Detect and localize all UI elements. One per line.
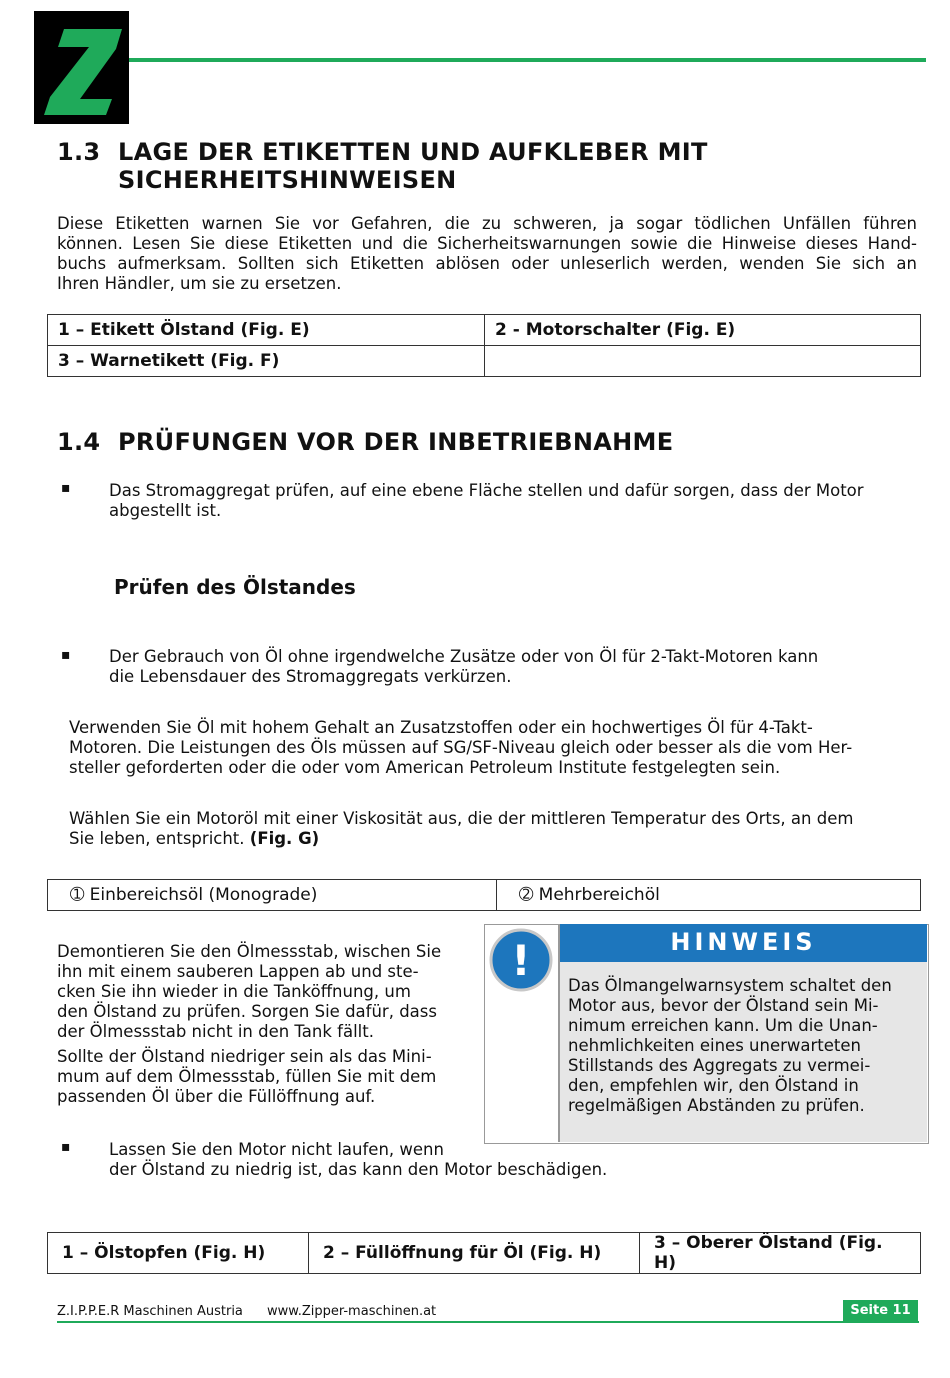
bullet-text [109,481,919,521]
table-cell: 2 – Füllöffnung für Öl (Fig. H) [309,1233,640,1274]
table-cell: 3 – Oberer Ölstand (Fig. H) [640,1233,921,1274]
paragraph-line: ihn mit einem sauberen Lappen ab und ste- [57,962,419,981]
section-1-3-heading [57,138,927,198]
table-cell [485,346,921,377]
paragraph-line: den Ölstand zu prüfen. Sorgen Sie dafür, dass [57,1002,437,1021]
hint-line: nehmlichkeiten eines unerwarteten [568,1036,861,1055]
paragraph-line: Motoren. Die Leistungen des Öls müssen auf SG/SF-Niveau gleich oder besser als die vom Her- [69,738,853,757]
table-cell: 1 – Ölstopfen (Fig. H) [48,1233,309,1274]
table-cell: ➁ Mehrbereichöl [497,880,921,911]
table-row [48,880,921,911]
oil-type-table [47,879,921,911]
paragraph-line [69,829,919,849]
footer-website: www.Zipper-maschinen.at [267,1304,437,1319]
paragraph-line: Demontieren Sie den Ölmessstab, wischen Sie [57,942,442,961]
paragraph-line: der Ölmessstab nicht in den Tank fällt. [57,1022,374,1041]
paragraph-line: Verwenden Sie Öl mit hohem Gehalt an Zusatzstoffen oder ein hochwertiges Öl für 4-Takt- [69,718,813,737]
paragraph-line: Das Stromaggregat prüfen, auf eine ebene Fläche stellen und dafür sorgen, dass der Motor [109,481,864,500]
exclamation-glyph: ! [511,936,531,985]
zipper-logo-icon [34,11,129,124]
table-cell: ➀ Einbereichsöl (Monograde) [48,880,497,911]
page-number: Seite 11 [843,1300,918,1322]
hint-text [568,976,918,1116]
refill-paragraph [57,1047,477,1107]
paragraph-line: der Ölstand zu niedrig ist, das kann den Motor beschädigen. [109,1160,608,1179]
paragraph-line: cken Sie ihn wieder in die Tanköffnung, um [57,982,411,1001]
paragraph-line: steller geforderten oder die oder vom American Petroleum Institute festgelegten sein. [69,758,781,777]
paragraph-line: können. Lesen Sie diese Etiketten und die Sicherheitswarnungen sowie die Hinweise dieses Hand- [57,234,917,253]
hint-line: Motor aus, bevor der Ölstand sein Mi- [568,996,879,1015]
paragraph-line: Diese Etiketten warnen Sie vor Gefahren, die zu schweren, ja sogar tödlichen Unfällen führen [57,214,917,233]
hint-line: den, empfehlen wir, den Ölstand in [568,1076,859,1095]
bullet-icon: ▪ [61,480,71,496]
hint-line: Stillstands des Aggregats zu vermei- [568,1056,871,1075]
footer-company: Z.I.P.P.E.R Maschinen Austria [57,1304,243,1319]
paragraph-line: Lassen Sie den Motor nicht laufen, wenn [109,1140,444,1159]
company-logo [34,11,129,124]
viscosity-paragraph [69,809,919,849]
paragraph-line: abgestellt ist. [109,501,222,520]
table-cell: 1 – Etikett Ölstand (Fig. E) [48,315,485,346]
labels-table [47,314,921,377]
table-cell: 3 – Warnetikett (Fig. F) [48,346,485,377]
paragraph-line: Der Gebrauch von Öl ohne irgendwelche Zusätze oder von Öl für 2-Takt-Motoren kann [109,647,819,666]
section-title [118,138,708,194]
paragraph-line: Wählen Sie ein Motoröl mit einer Viskosität aus, die der mittleren Temperatur des Orts, an dem [69,809,854,828]
table-cell: 2 - Motorschalter (Fig. E) [485,315,921,346]
paragraph-line: buchs aufmerksam. Sollten sich Etiketten ablösen oder unleserlich werden, wenden Sie sich an [57,254,917,273]
section-number: 1.3 [57,138,101,166]
table-row [48,315,921,346]
hint-line: nimum erreichen kann. Um die Unan- [568,1016,878,1035]
table-row [48,1233,921,1274]
title-line: SICHERHEITSHINWEISEN [118,166,457,194]
hint-title: HINWEIS [670,928,817,956]
paragraph-text: Sie leben, entspricht. [69,829,245,848]
dipstick-paragraph [57,942,477,1042]
title-line: LAGE DER ETIKETTEN UND AUFKLEBER MIT [118,138,708,166]
figure-reference: (Fig. G) [249,829,320,848]
parts-table [47,1232,921,1274]
footer-rule [57,1321,919,1323]
bullet-text [109,647,919,687]
hint-divider [558,924,560,1142]
bullet-icon: ▪ [61,647,71,663]
exclamation-icon [489,928,553,992]
section-title: PRÜFUNGEN VOR DER INBETRIEBNAHME [118,428,674,456]
paragraph-line: mum auf dem Ölmessstab, füllen Sie mit dem [57,1067,437,1086]
section-1-4-heading [57,428,927,458]
table-row [48,346,921,377]
hint-line: regelmäßigen Abständen zu prüfen. [568,1096,865,1115]
paragraph-line: passenden Öl über die Füllöffnung auf. [57,1087,376,1106]
paragraph-line: die Lebensdauer des Stromaggregats verkürzen. [109,667,512,686]
bullet-icon: ▪ [61,1139,71,1155]
oil-quality-paragraph [69,718,919,778]
paragraph-line: Ihren Händler, um sie zu ersetzen. [57,274,342,293]
subheading: Prüfen des Ölstandes [114,575,356,599]
hint-line: Das Ölmangelwarnsystem schaltet den [568,976,892,995]
header-rule [129,58,926,62]
paragraph-line: Sollte der Ölstand niedriger sein als das Mini- [57,1047,432,1066]
intro-paragraph [57,214,917,294]
bullet-text [109,1140,919,1180]
section-number: 1.4 [57,428,101,456]
